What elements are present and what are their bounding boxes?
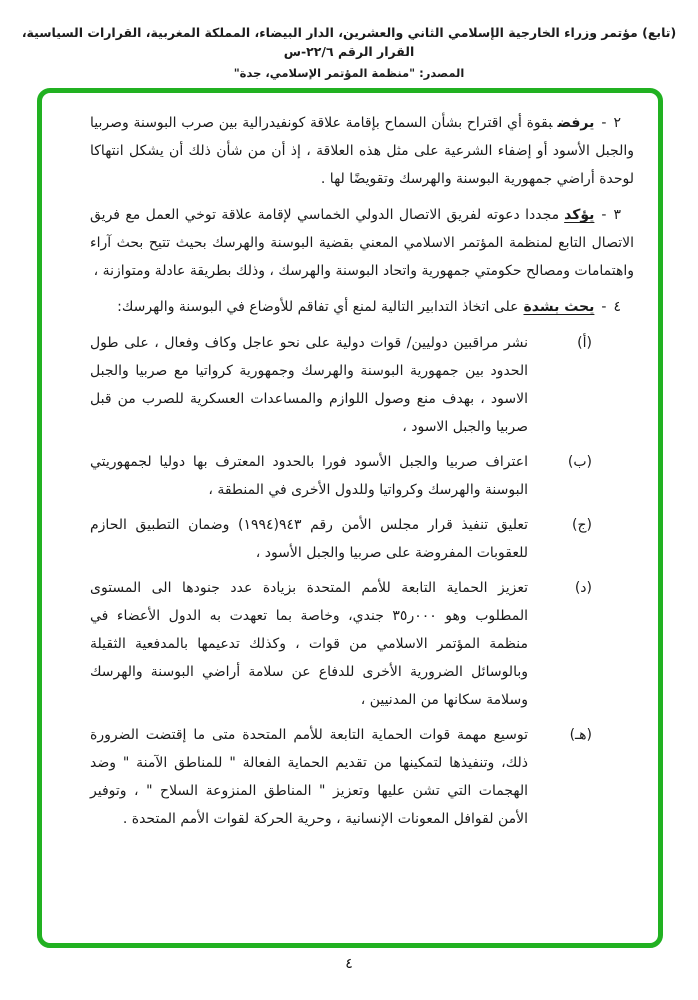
resolution-item-4 xyxy=(90,293,634,321)
subitem-b xyxy=(90,448,592,504)
item-number: ٣ xyxy=(613,207,621,223)
subitem-j xyxy=(90,511,592,567)
source-line: المصدر: "منظمة المؤتمر الإسلامي، جدة" xyxy=(233,65,465,80)
subitem-text: تعليق تنفيذ قرار مجلس الأمن رقم ٩٤٣(١٩٩٤) وضمان التطبيق الحازم للعقوبات المفروضة على صربيا والجبل الأسود ، xyxy=(90,517,528,561)
item-lead-word: يحث بشدة xyxy=(523,299,595,315)
subitem-d xyxy=(90,574,592,714)
subitem-label: (ب) xyxy=(567,454,592,470)
resolution-item-2 xyxy=(90,109,634,193)
item-text: على اتخاذ التدابير التالية لمنع أي تفاقم للأوضاع في البوسنة والهرسك: xyxy=(117,299,519,315)
subitem-text: تعزيز الحماية التابعة للأمم المتحدة بزيادة عدد جنودها الى المستوى المطلوب وهو ٠٠٠ر٣٥ جندي، وخاصة بما تعهدت به الدول الأعضاء في منظمة المؤتمر الاسلامي من قوات ، وكذلك تدعيمها بالمدفعية الثقيلة وبالوسائل الضرورية الأخرى للدفاع عن سلامة أراضي البوسنة والهرسك وسلامة سكانها من المدنيين ، xyxy=(90,580,528,708)
document-title: (تابع) مؤتمر وزراء الخارجية الإسلامي الثاني والعشرين، الدار البيضاء، المملكة المغربية، القرارات السياسية، القرار الرقم ٢٢/٦-س xyxy=(21,25,677,59)
item-text: مجددا دعوته لفريق الاتصال الدولي الخماسي لإقامة علاقة توخي العمل مع فريق الاتصال التابع لمنظمة المؤتمر الاسلامي المعني بقضية البوسنة والهرسك بحيث تتيح بحث آراء واهتمامات ومصالح حكومتي جمهورية واتحاد البوسنة والهرسك ، وذلك بطريقة عادلة ومتوازنة ، xyxy=(90,207,634,279)
item-number: ٢ xyxy=(613,115,621,131)
page-number: ٤ xyxy=(345,956,353,972)
document-header xyxy=(0,0,698,80)
subitem-h xyxy=(90,721,592,833)
subitem-text: اعتراف صربيا والجبل الأسود فورا بالحدود المعترف بها دوليا لجمهوريتي البوسنة والهرسك وكرواتيا وللدول الأخرى في المنطقة ، xyxy=(90,454,528,498)
subitem-label: (أ) xyxy=(577,335,592,351)
item-text: بقوة أي اقتراح بشأن السماح بإقامة علاقة كونفيدرالية بين صرب البوسنة وصربيا والجبل الأسود أو إضفاء الشرعية على مثل هذه العلاقة ، إذ أن من شأن ذلك أن يشكل انتهاكا لوحدة أراضي جمهورية البوسنة والهرسك وتقويضًا لها . xyxy=(90,115,634,187)
item-lead-word: يؤكد xyxy=(564,207,595,223)
subitem-label: (هـ) xyxy=(569,727,592,743)
item-number: ٤ xyxy=(613,299,621,315)
resolution-text-box xyxy=(37,88,663,948)
item-dash: - xyxy=(601,115,607,131)
subitem-text: توسيع مهمة قوات الحماية التابعة للأمم المتحدة متى ما إقتضت الضرورة ذلك، وتنفيذها لتمكينها من تقديم الحماية الفعالة " للمناطق الآمنة " وضد الهجمات التي تشن عليها وتعزيز " المناطق المنزوعة السلاح " ، وتوفير الأمن لقوافل المعونات الإنسانية ، وحرية الحركة لقوات الأمم المتحدة . xyxy=(90,727,528,827)
subitem-label: (ج) xyxy=(572,517,592,533)
item-dash: - xyxy=(601,299,607,315)
resolution-item-3 xyxy=(90,201,634,285)
item-dash: - xyxy=(601,207,607,223)
subitem-label: (د) xyxy=(574,580,592,596)
subitem-a xyxy=(90,329,592,441)
item-lead-word: يرفض xyxy=(557,115,595,131)
subitem-text: نشر مراقبين دوليين/ قوات دولية على نحو عاجل وكاف وفعال ، على طول الحدود بين جمهورية البوسنة والهرسك وجمهورية كرواتيا مع صربيا والجبل الاسود ، بهدف منع وصول اللوازم والمساعدات العسكرية للصرب من قبل صربيا والجبل الاسود ، xyxy=(90,335,528,435)
